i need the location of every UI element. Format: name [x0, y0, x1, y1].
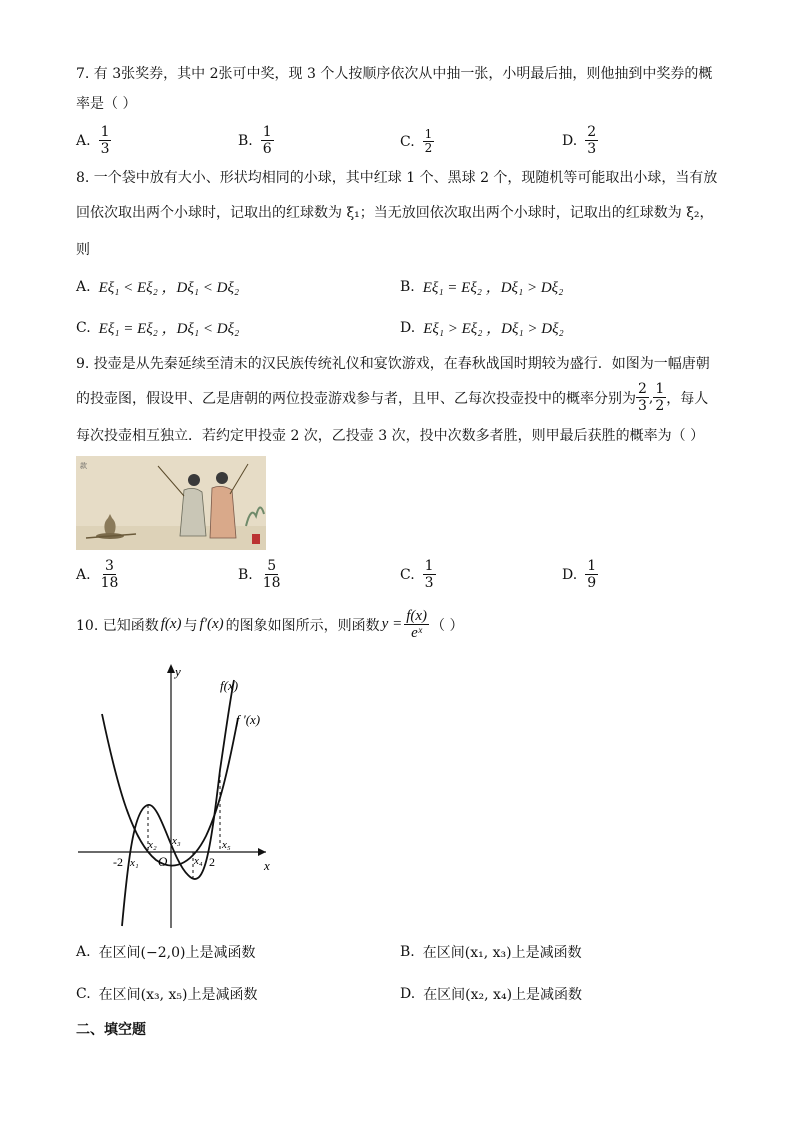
section-heading: 二、填空题 [76, 1022, 146, 1038]
q8-option-a[interactable] [76, 276, 239, 297]
fraction: $\frac{1}{9}$ [587, 558, 597, 591]
option-label: D. [562, 566, 578, 583]
q9-option-d[interactable] [562, 558, 598, 591]
fraction-p1: $\frac{2}{3}$ [638, 381, 647, 414]
q10-option-c[interactable] [76, 984, 258, 1004]
q7-stem-line2: 率是（ ） [76, 96, 137, 112]
painting-image [76, 456, 266, 550]
q9-stem-line2 [76, 381, 708, 414]
option-text: Eξ₁ = Eξ₂ ，Dξ₁ < Dξ₂ [98, 321, 240, 337]
fraction: $\frac{5}{18}$ [262, 558, 281, 591]
tick-minus-2: -2 [113, 855, 123, 869]
q9-stem-line3: 每次投壶相互独立．若约定甲投壶 2 次，乙投壶 3 次，投中次数多者胜，则甲最后获胜的概率为（ ） [76, 428, 705, 444]
option-label: C. [76, 319, 91, 336]
fraction: $\frac{2}{3}$ [587, 124, 597, 157]
option-label: C. [400, 566, 415, 583]
fraction: $\frac{1}{2}$ [424, 127, 433, 155]
y-axis-label: y [175, 664, 181, 679]
option-text: Eξ₁ < Eξ₂ ，Dξ₁ < Dξ₂ [98, 280, 240, 296]
q7-option-a[interactable] [76, 124, 111, 157]
option-label: A. [76, 278, 91, 295]
option-label: B. [400, 278, 415, 295]
option-text: 在区间(−2,0)上是减函数 [98, 945, 256, 961]
q10-option-d[interactable] [400, 984, 582, 1004]
x-axis-arrow-icon [258, 848, 266, 856]
touhu-painting [76, 456, 266, 550]
option-text: 在区间(x₃, x₅)上是减函数 [98, 987, 258, 1003]
stem-text: ，每人 [666, 390, 709, 407]
f-label: f(x) [220, 678, 239, 693]
q8-stem-line1: 8. 一个袋中放有大小、形状均相同的小球，其中红球 1 个、黑球 2 个，现随机等可能取出小球，当有放 [76, 170, 718, 186]
function-graph [76, 660, 286, 932]
fraction: $\frac{1}{3}$ [424, 558, 434, 591]
q9-option-c[interactable] [400, 558, 436, 591]
stem-text: 的投壶图，假设甲、乙是唐朝的两位投壶游戏参与者，且甲、乙每次投壶投中的概率分别为 [76, 390, 636, 407]
fraction: $\frac{1}{3}$ [100, 124, 110, 157]
y-equals: y = [381, 616, 403, 632]
q9-option-b[interactable] [238, 558, 283, 591]
q10-option-a[interactable] [76, 942, 255, 962]
option-label: C. [76, 986, 91, 1002]
option-label: B. [238, 566, 253, 583]
option-text: Eξ₁ = Eξ₂ ，Dξ₁ > Dξ₂ [422, 280, 564, 296]
fraction-p2: $\frac{1}{2}$ [655, 381, 665, 414]
option-label: B. [400, 944, 415, 960]
option-label: A. [76, 132, 91, 149]
q10-option-b[interactable] [400, 942, 582, 962]
fraction: $\frac{3}{18}$ [100, 558, 119, 591]
option-label: A. [76, 566, 91, 583]
q7-option-c[interactable] [400, 128, 434, 155]
q8-stem-line3: 则 [76, 242, 90, 258]
option-text: Eξ₁ > Eξ₂ ，Dξ₁ > Dξ₂ [423, 321, 564, 337]
option-label: D. [400, 319, 416, 336]
option-label: C. [400, 133, 415, 150]
q9-option-a[interactable] [76, 558, 120, 591]
comma: , [648, 389, 654, 406]
fraction: $\frac{1}{6}$ [262, 124, 272, 157]
fprime-label: f ′(x) [236, 712, 261, 727]
f-expression: f(x) [160, 616, 182, 632]
figure-head-icon [216, 472, 228, 484]
q8-option-c[interactable] [76, 317, 239, 338]
option-text: 在区间(x₁, x₃)上是减函数 [422, 945, 582, 961]
option-label: D. [562, 132, 578, 149]
stem-text: （ ） [431, 617, 464, 634]
stem-text: 与 [183, 617, 198, 634]
q9-stem-line1: 9. 投壶是从先秦延续至清末的汉民族传统礼仪和宴饮游戏，在春秋战国时期较为盛行．如图为一幅唐朝 [76, 356, 710, 372]
x4-label: x₄ [194, 855, 203, 867]
svg-text:款: 款 [80, 462, 87, 470]
q7-option-b[interactable] [238, 124, 274, 157]
x2-label: x₂ [148, 839, 157, 851]
origin-label: O [158, 854, 168, 869]
q10-stem [76, 608, 463, 641]
option-label: D. [400, 986, 416, 1002]
y-axis-arrow-icon [167, 664, 175, 673]
x5-label: x₅ [222, 839, 231, 851]
q8-option-d[interactable] [400, 317, 564, 338]
x1-label: x₁ [130, 857, 139, 869]
fraction-f-over-ex: $\frac{f(x)}{\text{eˣ}}$ [406, 608, 428, 641]
figure-head-icon [188, 474, 200, 486]
f-curve [122, 680, 234, 926]
x3-label: x₃ [172, 835, 181, 847]
x-axis-label: x [264, 858, 270, 873]
figure-body-icon [210, 486, 236, 538]
q7-option-d[interactable] [562, 124, 598, 157]
q8-stem-line2: 回依次取出两个小球时，记取出的红球数为 ξ₁；当无放回依次取出两个小球时，记取出的红球数为 ξ₂， [76, 205, 714, 221]
q8-option-b[interactable] [400, 276, 563, 297]
stem-text: 10. 已知函数 [76, 617, 159, 634]
fprime-expression: f′(x) [199, 616, 224, 632]
q7-stem-line1: 7. 有 3张奖券，其中 2张可中奖，现 3 个人按顺序依次从中抽一张，小明最后抽，则他抽到中奖券的概 [76, 66, 713, 82]
option-label: A. [76, 944, 91, 960]
option-text: 在区间(x₂, x₄)上是减函数 [423, 987, 583, 1003]
stem-text: 的图象如图所示，则函数 [225, 617, 380, 634]
tick-2: 2 [209, 855, 215, 869]
option-label: B. [238, 132, 253, 149]
